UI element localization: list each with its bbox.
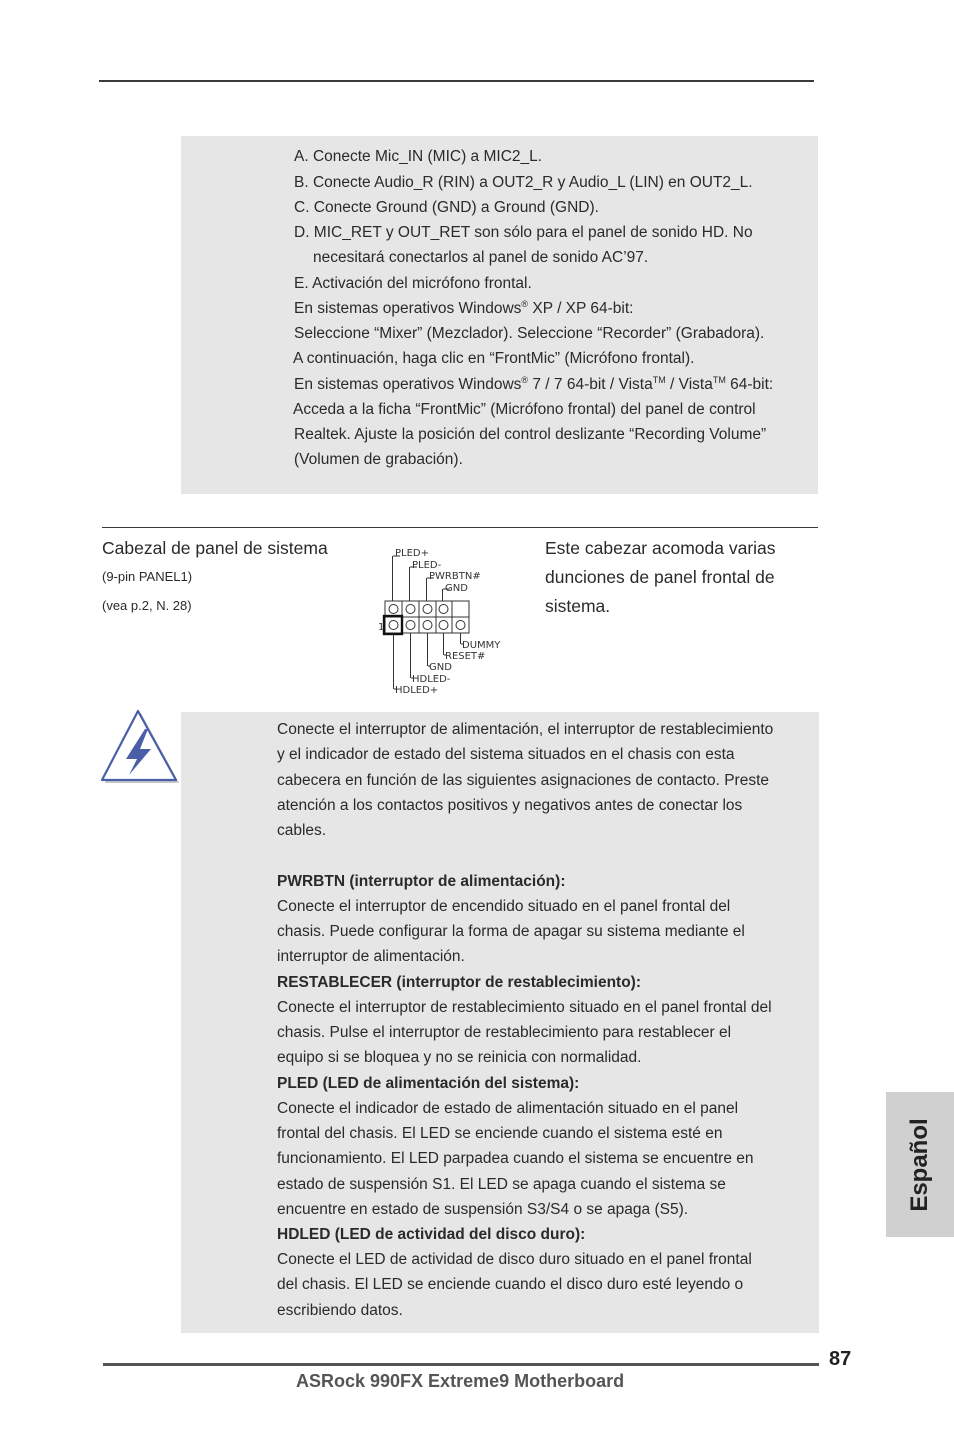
audio-step-c: C. Conecte Ground (GND) a Ground (GND). — [294, 199, 599, 216]
top-rule — [99, 80, 814, 82]
pin-count: (9-pin PANEL1) — [102, 569, 193, 584]
label-hdled-plus: HDLED+ — [395, 685, 439, 696]
xp-line-2: A continuación, haga clic en “FrontMic” (Micrófono frontal). — [293, 350, 695, 367]
label-dummy: DUMMY — [462, 640, 501, 651]
footer-rule — [103, 1363, 819, 1366]
pwrbtn-line-1: Conecte el interruptor de encendido situado en el panel frontal del — [277, 898, 731, 915]
language-tab-label: Español — [906, 1117, 933, 1212]
reset-line-2: chasis. Pulse el interruptor de restablecimiento para restablecer el — [277, 1024, 732, 1041]
reset-line-1: Conecte el interruptor de restablecimiento situado en el panel frontal del — [277, 999, 772, 1016]
pled-line-2: frontal del chasis. El LED se enciende cuando el sistema esté en — [277, 1125, 723, 1142]
pin1-marker — [384, 616, 402, 634]
footer-title: ASRock 990FX Extreme9 Motherboard — [296, 1371, 625, 1391]
label-gnd-top: GND — [445, 583, 468, 594]
label-pled-minus: PLED- — [412, 560, 442, 571]
pled-line-4: estado de suspensión S1. El LED se apaga cuando el sistema se — [277, 1176, 726, 1193]
xp-line-1: Seleccione “Mixer” (Mezclador). Seleccione “Recorder” (Grabadora). — [294, 325, 765, 342]
hdled-line-1: Conecte el LED de actividad de disco duro situado en el panel frontal — [277, 1251, 752, 1268]
warning-icon — [99, 709, 181, 787]
audio-step-d-cont: necesitará conectarlos al panel de sonido AC’97. — [313, 249, 649, 266]
page-number: 87 — [829, 1348, 852, 1370]
panel-header-diagram — [378, 542, 513, 697]
reset-title: RESTABLECER (interruptor de restablecimiento): — [277, 974, 642, 991]
reset-line-3: equipo si se bloquea y no se reinicia con normalidad. — [277, 1049, 642, 1066]
xp-heading: En sistemas operativos Windows® XP / XP 64-bit: — [294, 299, 634, 317]
pwrbtn-line-2: chasis. Puede configurar la forma de apagar su sistema mediante el — [277, 923, 745, 940]
pled-line-5: encuentre en estado de suspensión S3/S4 o se apaga (S5). — [277, 1201, 689, 1218]
language-tab — [886, 1092, 954, 1237]
audio-step-d: D. MIC_RET y OUT_RET son sólo para el panel de sonido HD. No — [294, 224, 753, 241]
win7-line-3: (Volumen de grabación). — [294, 451, 463, 468]
pwrbtn-title: PWRBTN (interruptor de alimentación): — [277, 873, 566, 890]
win7-heading: En sistemas operativos Windows® 7 / 7 64-bit / Vista™ / Vista™ 64-bit: — [294, 375, 774, 393]
section-title: Cabezal de panel de sistema — [102, 538, 328, 558]
pled-line-3: funcionamiento. El LED parpadea cuando el sistema se encuentre en — [277, 1150, 754, 1167]
note-intro-1: Conecte el interruptor de alimentación, el interruptor de restablecimiento — [277, 721, 774, 738]
note-intro-2: y el indicador de estado del sistema situados en el chasis con esta — [277, 746, 735, 763]
hdled-line-3: escribiendo datos. — [277, 1302, 403, 1319]
page-reference: (vea p.2, N. 28) — [102, 598, 192, 613]
win7-line-2: Realtek. Ajuste la posición del control deslizante “Recording Volume” — [294, 426, 767, 443]
note-intro-3: cabecera en función de las siguientes asignaciones de contacto. Preste — [277, 772, 770, 789]
section-rule — [102, 527, 818, 528]
pwrbtn-line-3: interruptor de alimentación. — [277, 948, 465, 965]
pled-title: PLED (LED de alimentación del sistema): — [277, 1075, 580, 1092]
label-gnd-bottom: GND — [429, 662, 452, 673]
label-pin1: 1 — [378, 622, 385, 633]
label-hdled-minus: HDLED- — [412, 674, 451, 685]
win7-line-1: Acceda a la ficha “FrontMic” (Micrófono frontal) del panel de control — [293, 401, 756, 418]
audio-step-b: B. Conecte Audio_R (RIN) a OUT2_R y Audio_L (LIN) en OUT2_L. — [294, 174, 753, 191]
note-intro-5: cables. — [277, 822, 327, 839]
audio-step-a: A. Conecte Mic_IN (MIC) a MIC2_L. — [294, 148, 543, 165]
label-reset: RESET# — [445, 651, 486, 662]
note-intro-4: atención a los contactos positivos y negativos antes de conectar los — [277, 797, 743, 814]
label-pwrbtn: PWRBTN# — [429, 571, 481, 582]
pled-line-1: Conecte el indicador de estado de alimentación situado en el panel — [277, 1100, 739, 1117]
hdled-line-2: del chasis. El LED se enciende cuando el disco duro esté leyendo o — [277, 1276, 744, 1293]
audio-step-e: E. Activación del micrófono frontal. — [294, 275, 532, 292]
section-description: Este cabezar acomoda varias dunciones de panel frontal de sistema. — [545, 538, 776, 616]
hdled-title: HDLED (LED de actividad del disco duro): — [277, 1226, 586, 1243]
label-pled-plus: PLED+ — [395, 548, 429, 559]
